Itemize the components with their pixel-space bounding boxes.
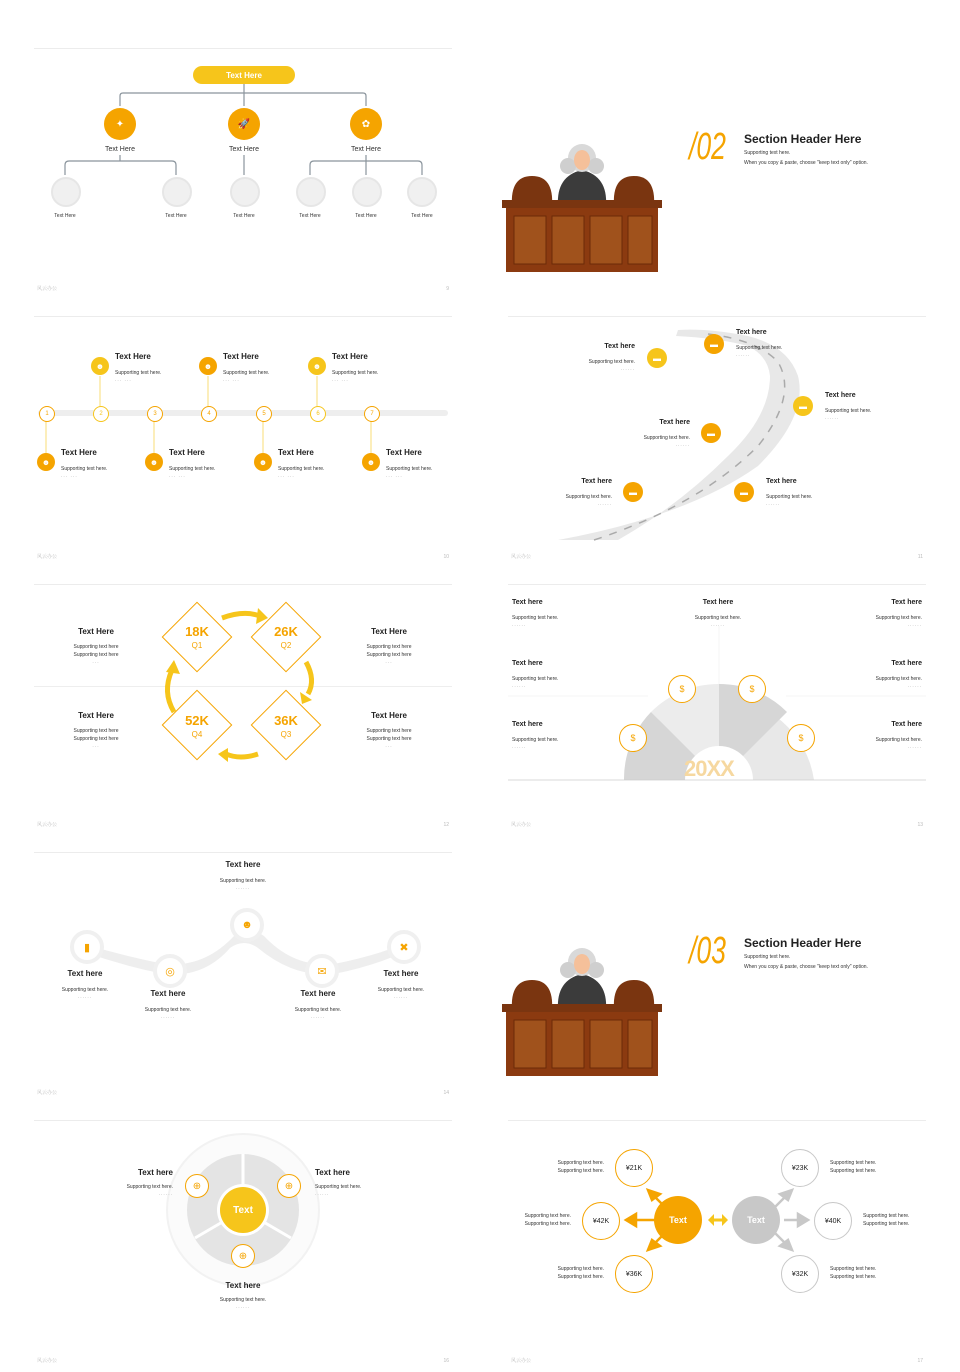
node-caption: Supporting text here. — [557, 1274, 604, 1280]
node-caption: Supporting text here. — [830, 1266, 877, 1272]
node-caption: Supporting text here. — [557, 1160, 604, 1166]
slide-ring-diagram — [34, 1120, 452, 1372]
semi-item-dots: ...... — [907, 683, 922, 689]
value-node-left: ¥36K — [615, 1255, 653, 1293]
car-icon: ▬ — [793, 396, 813, 416]
semi-item-text: Supporting text here. — [875, 676, 922, 682]
tools-icon: ✖ — [387, 930, 421, 964]
cycle-item-dots: ... — [92, 659, 100, 665]
user-icon — [352, 177, 382, 207]
org-connectors — [34, 48, 452, 300]
ring-item-dots: ...... — [158, 1191, 173, 1197]
shield-dollar-icon: $ — [619, 724, 647, 752]
user-icon — [162, 177, 192, 207]
upper-item-title: Text Here — [332, 352, 368, 361]
node-caption: Supporting text here. — [830, 1160, 877, 1166]
semi-item-title: Text here — [891, 660, 922, 667]
section-title: Section Header Here — [744, 936, 862, 950]
upper-item-text: Supporting text here. — [115, 370, 162, 376]
wave-item-dots: ...... — [77, 994, 93, 1000]
wave-item-text: Supporting text here. — [219, 878, 267, 884]
node-caption: Supporting text here. — [557, 1266, 604, 1272]
node-caption: Supporting text here. — [863, 1221, 910, 1227]
ring-item-dots: ...... — [235, 1304, 251, 1310]
wave-item-dots: ...... — [235, 885, 251, 891]
page-number: 13 — [917, 822, 923, 828]
ring-item-text: Supporting text here. — [219, 1297, 267, 1303]
page-number: 9 — [446, 286, 449, 292]
cycle-item-text: Supporting text here — [366, 644, 412, 650]
ring-item-title: Text here — [138, 1168, 173, 1177]
cycle-item-text: Supporting text here — [73, 644, 119, 650]
step-marker: 7 — [364, 406, 380, 422]
road-item-dots: ...... — [597, 501, 612, 507]
node-caption: Supporting text here. — [524, 1213, 571, 1219]
section-note: When you copy & paste, choose "keep text only" option. — [744, 964, 868, 970]
quarter-label: Q2 — [280, 641, 292, 650]
wave-item-text: Supporting text here. — [294, 1007, 342, 1013]
step-marker: 3 — [147, 406, 163, 422]
step-marker: 6 — [310, 406, 326, 422]
year-label: 20XX — [684, 756, 734, 781]
cycle-item-dots: ... — [92, 743, 100, 749]
value-node-right: ¥32K — [781, 1255, 819, 1293]
semi-item-title: Text here — [891, 599, 922, 606]
slide-comparison — [508, 1120, 926, 1372]
wave-item-text: Supporting text here. — [61, 987, 109, 993]
quarter-value: 52K — [185, 713, 209, 728]
semi-item-title: Text here — [512, 599, 543, 606]
value-node-right: ¥23K — [781, 1149, 819, 1187]
semi-item-text: Supporting text here. — [512, 737, 559, 743]
road-item-dots: ...... — [766, 501, 781, 507]
semi-item-title: Text here — [512, 721, 543, 728]
semi-item-text: Supporting text here. — [512, 615, 559, 621]
section-subtitle: Supporting text here. — [744, 954, 791, 960]
cycle-item-text: Supporting text here — [366, 736, 412, 742]
semi-item-dots: ...... — [512, 622, 527, 628]
step-marker: 4 — [201, 406, 217, 422]
brand-footer: 风云办公 — [511, 822, 532, 828]
value-node-left: ¥42K — [582, 1202, 620, 1240]
value-node-right: ¥40K — [814, 1202, 852, 1240]
slide-timeline — [34, 316, 452, 568]
judge-illustration — [508, 48, 926, 300]
brand-footer: 风云办公 — [37, 286, 58, 292]
brand-footer: 风云办公 — [37, 822, 58, 828]
page-number: 16 — [443, 1358, 449, 1364]
globe-icon: ⊕ — [277, 1174, 301, 1198]
cycle-item-text: Supporting text here — [366, 728, 412, 734]
shield-dollar-icon: $ — [738, 675, 766, 703]
road-item-title: Text here — [604, 343, 635, 350]
cycle-item-title: Text Here — [371, 711, 407, 720]
step-marker: 1 — [39, 406, 55, 422]
cycle-item-text: Supporting text here — [366, 652, 412, 658]
lower-item-title: Text Here — [278, 448, 314, 457]
shield-dollar-icon: $ — [668, 675, 696, 703]
section-number: /02 — [689, 126, 726, 168]
org-top-node[interactable]: Text Here — [193, 66, 295, 84]
org-leaf-label-5: Text Here — [355, 213, 377, 219]
wave-item-title: Text here — [67, 969, 103, 978]
step-marker: 2 — [93, 406, 109, 422]
node-caption: Supporting text here. — [557, 1168, 604, 1174]
lower-item-dots: ... ... — [386, 473, 403, 479]
semi-item-dots: ...... — [512, 683, 527, 689]
user-icon — [230, 177, 260, 207]
semi-item-title: Text here — [512, 660, 543, 667]
road-item-title: Text here — [766, 478, 797, 485]
slide-section-03 — [508, 852, 926, 1104]
lower-item-title: Text Here — [386, 448, 422, 457]
node-caption: Supporting text here. — [830, 1168, 877, 1174]
road-item-title: Text here — [581, 478, 612, 485]
slide-quarter-cycle — [34, 584, 452, 836]
target-icon: ◎ — [153, 954, 187, 988]
org-mid-label-1: Text Here — [105, 146, 135, 153]
team-icon: ☻ — [145, 453, 163, 471]
semi-item-dots: ...... — [512, 744, 527, 750]
road-item-text: Supporting text here. — [766, 494, 813, 500]
hub-arrows — [508, 1120, 926, 1372]
brand-footer: 风云办公 — [37, 1090, 58, 1096]
globe-icon: ⊕ — [185, 1174, 209, 1198]
quarter-label: Q1 — [191, 641, 203, 650]
section-number: /03 — [689, 930, 726, 972]
quarter-value: 36K — [274, 713, 298, 728]
slide-section-02 — [508, 48, 926, 300]
page-number: 17 — [917, 1358, 923, 1364]
road-item-title: Text here — [736, 329, 767, 336]
hub-right: Text — [732, 1196, 780, 1244]
quarter-value: 18K — [185, 624, 209, 639]
team-icon: ☻ — [199, 357, 217, 375]
semi-item-text: Supporting text here. — [875, 615, 922, 621]
lower-item-text: Supporting text here. — [386, 466, 433, 472]
lower-item-dots: ... ... — [169, 473, 186, 479]
lower-item-title: Text Here — [169, 448, 205, 457]
upper-item-title: Text Here — [115, 352, 151, 361]
cycle-item-dots: ... — [385, 659, 393, 665]
org-leaf-label-6: Text Here — [411, 213, 433, 219]
road-item-text: Supporting text here. — [643, 435, 690, 441]
road-item-title: Text here — [659, 419, 690, 426]
wave-item-title: Text here — [150, 989, 186, 998]
section-note: When you copy & paste, choose "keep text only" option. — [744, 160, 868, 166]
upper-item-dots: ... ... — [115, 377, 132, 383]
semi-item-dots: ...... — [710, 622, 726, 628]
slide-wave-process — [34, 852, 452, 1104]
semi-item-text: Supporting text here. — [512, 676, 559, 682]
semi-item-title: Text here — [891, 721, 922, 728]
cycle-item-dots: ... — [385, 743, 393, 749]
user-icon — [407, 177, 437, 207]
road-item-text: Supporting text here. — [825, 408, 872, 414]
ring-item-title: Text here — [315, 1168, 350, 1177]
road-item-text: Supporting text here. — [588, 359, 635, 365]
road-item-dots: ...... — [825, 415, 840, 421]
slide-road — [508, 316, 926, 568]
ring-item-text: Supporting text here. — [315, 1184, 362, 1190]
team-icon: ☻ — [37, 453, 55, 471]
car-icon: ▬ — [734, 482, 754, 502]
road-item-dots: ...... — [736, 352, 751, 358]
brand-footer: 风云办公 — [511, 554, 532, 560]
road-item-title: Text here — [825, 392, 856, 399]
shield-dollar-icon: $ — [787, 724, 815, 752]
node-caption: Supporting text here. — [830, 1274, 877, 1280]
semi-item-dots: ...... — [907, 622, 922, 628]
wave-item-text: Supporting text here. — [144, 1007, 192, 1013]
road-item-text: Supporting text here. — [565, 494, 612, 500]
team-icon: ☻ — [362, 453, 380, 471]
rocket-icon: 🚀 — [228, 108, 260, 140]
wave-item-title: Text here — [383, 969, 419, 978]
slide-semicircle — [508, 584, 926, 836]
org-leaf-label-1: Text Here — [54, 213, 76, 219]
globe-icon: ⊕ — [231, 1244, 255, 1268]
wave-item-title: Text here — [300, 989, 336, 998]
org-mid-label-3: Text Here — [351, 146, 381, 153]
cycle-item-text: Supporting text here — [73, 652, 119, 658]
car-icon: ▬ — [623, 482, 643, 502]
judge-illustration — [508, 852, 926, 1104]
step-marker: 5 — [256, 406, 272, 422]
chart-icon: ▮ — [70, 930, 104, 964]
wave-item-dots: ...... — [310, 1014, 326, 1020]
road-item-text: Supporting text here. — [736, 345, 783, 351]
team-icon: ☻ — [308, 357, 326, 375]
semi-item-text: Supporting text here. — [875, 737, 922, 743]
cycle-item-title: Text Here — [78, 627, 114, 636]
cycle-arrows — [34, 584, 452, 836]
quarter-value: 26K — [274, 624, 298, 639]
upper-item-title: Text Here — [223, 352, 259, 361]
car-icon: ▬ — [704, 334, 724, 354]
lower-item-text: Supporting text here. — [278, 466, 325, 472]
network-icon: ✦ — [104, 108, 136, 140]
slide-org-chart — [34, 48, 452, 300]
people-icon: ☻ — [230, 908, 264, 942]
car-icon: ▬ — [701, 423, 721, 443]
lower-item-text: Supporting text here. — [169, 466, 216, 472]
section-subtitle: Supporting text here. — [744, 150, 791, 156]
upper-item-text: Supporting text here. — [332, 370, 379, 376]
brand-footer: 风云办公 — [511, 1358, 532, 1364]
lower-item-dots: ... ... — [61, 473, 78, 479]
upper-item-dots: ... ... — [223, 377, 240, 383]
wave-item-text: Supporting text here. — [377, 987, 425, 993]
org-leaf-label-2: Text Here — [165, 213, 187, 219]
brand-footer: 风云办公 — [37, 554, 58, 560]
quarter-label: Q3 — [280, 730, 292, 739]
cycle-item-title: Text Here — [371, 627, 407, 636]
hub-left: Text — [654, 1196, 702, 1244]
ring-item-title: Text here — [225, 1281, 261, 1290]
brand-footer: 风云办公 — [37, 1358, 58, 1364]
semi-item-title: Text here — [702, 599, 734, 606]
page-number: 12 — [443, 822, 449, 828]
ring-item-text: Supporting text here. — [126, 1184, 173, 1190]
org-leaf-label-3: Text Here — [233, 213, 255, 219]
road-item-dots: ...... — [620, 366, 635, 372]
road-illustration — [508, 316, 926, 568]
semi-item-dots: ...... — [907, 744, 922, 750]
user-icon — [296, 177, 326, 207]
road-item-dots: ...... — [675, 442, 690, 448]
lower-item-dots: ... ... — [278, 473, 295, 479]
org-mid-label-2: Text Here — [229, 146, 259, 153]
cycle-item-text: Supporting text here — [73, 728, 119, 734]
puzzle-icon: ✿ — [350, 108, 382, 140]
wave-item-dots: ...... — [160, 1014, 176, 1020]
value-node-left: ¥21K — [615, 1149, 653, 1187]
page-number: 10 — [443, 554, 449, 560]
cycle-item-text: Supporting text here — [73, 736, 119, 742]
team-icon: ☻ — [254, 453, 272, 471]
node-caption: Supporting text here. — [524, 1221, 571, 1227]
node-caption: Supporting text here. — [863, 1213, 910, 1219]
team-icon: ☻ — [91, 357, 109, 375]
quarter-label: Q4 — [191, 730, 203, 739]
page-number: 14 — [443, 1090, 449, 1096]
semi-item-text: Supporting text here. — [694, 615, 742, 621]
cycle-item-title: Text Here — [78, 711, 114, 720]
chat-icon: ✉ — [305, 954, 339, 988]
center-node: Text — [220, 1187, 266, 1233]
wave-item-dots: ...... — [393, 994, 409, 1000]
car-icon: ▬ — [647, 348, 667, 368]
upper-item-text: Supporting text here. — [223, 370, 270, 376]
ring-item-dots: ...... — [315, 1191, 330, 1197]
org-leaf-label-4: Text Here — [299, 213, 321, 219]
wave-item-title: Text here — [225, 860, 261, 869]
user-icon — [51, 177, 81, 207]
page-number: 11 — [917, 554, 923, 560]
section-title: Section Header Here — [744, 132, 862, 146]
lower-item-title: Text Here — [61, 448, 97, 457]
upper-item-dots: ... ... — [332, 377, 349, 383]
lower-item-text: Supporting text here. — [61, 466, 108, 472]
